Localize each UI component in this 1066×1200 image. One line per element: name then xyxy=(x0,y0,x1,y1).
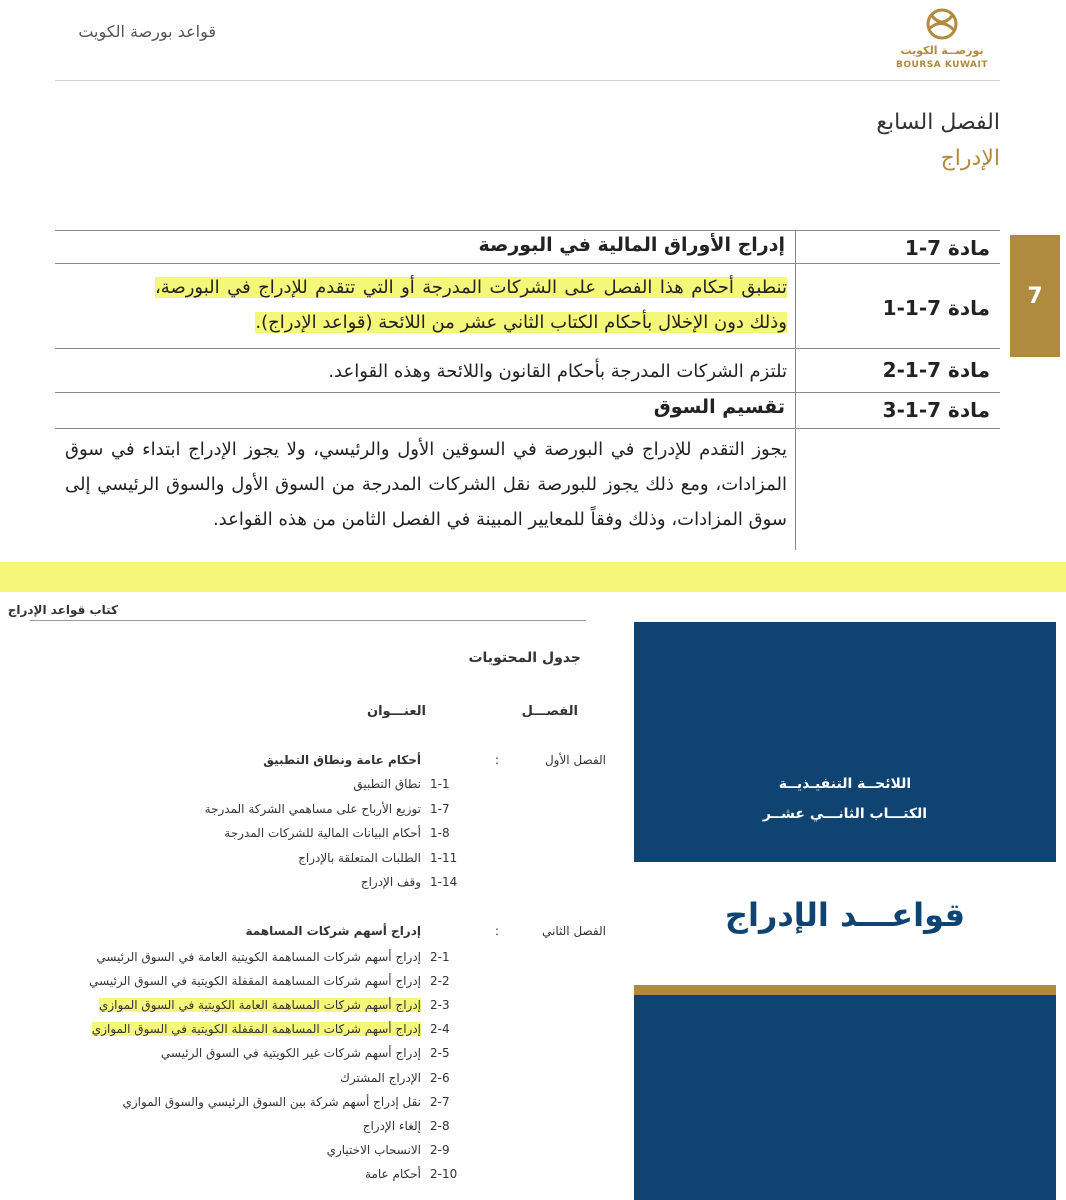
toc-chapter-title: أحكام عامة ونطاق التطبيق xyxy=(263,753,421,767)
toc-book-title: كتاب قواعد الإدراج xyxy=(7,603,118,617)
table-top-border xyxy=(55,230,1000,231)
highlighted-text: تنطبق أحكام هذا الفصل على الشركات المدرجة أو التي تتقدم للإدراج في البورصة، وذلك دون الإخلال بأحكام الكتاب الثاني عشر من اللائحة (قواعد الإدراج). xyxy=(155,277,787,333)
article-heading: تقسيم السوق xyxy=(653,396,785,418)
toc-header-rule xyxy=(30,620,586,621)
logo-arabic-text: بورصــة الكويت xyxy=(900,44,984,57)
toc-item[interactable]: إلغاء الإدراج xyxy=(362,1119,421,1133)
toc-item-number: 2-8 xyxy=(430,1119,450,1133)
toc-item[interactable]: نقل إدراج أسهم شركة بين السوق الرئيسي والسوق الموازي xyxy=(122,1095,421,1109)
toc-item-number: 1-11 xyxy=(430,851,458,865)
toc-item[interactable]: وقف الإدراج xyxy=(360,875,421,889)
table-row-divider xyxy=(55,392,1000,393)
table-row-divider xyxy=(55,263,1000,264)
cover-subtitle-line2: الكتـــاب الثانـــي عشــر xyxy=(762,806,928,822)
toc-item-number: 2-9 xyxy=(430,1143,450,1157)
cover-lower-panel xyxy=(634,995,1056,1200)
toc-item-highlighted[interactable] xyxy=(92,1022,421,1036)
article-label: مادة 7-1-3 xyxy=(882,398,990,422)
toc-item-number: 1-14 xyxy=(430,875,458,889)
table-row-divider xyxy=(55,428,1000,429)
highlighted-text: إدراج أسهم شركات المساهمة العامة الكويتية في السوق الموازي xyxy=(98,998,421,1012)
toc-item[interactable]: إدراج أسهم شركات المساهمة الكويتية العامة في السوق الرئيسي xyxy=(96,950,421,964)
toc-item[interactable]: الطلبات المتعلقة بالإدراج xyxy=(298,851,421,865)
toc-column-title: العنـــوان xyxy=(366,704,426,719)
article-text: يجوز التقدم للإدراج في البورصة في السوقين الأول والرئيسي، ولا يجوز الإدراج ابتداء في سوق المزادات، ومع ذلك يجوز للبورصة نقل الشركات المدرجة من السوق الأول والسوق الرئيسي إلى سوق المزادات، وذلك وفقاً للمعايير المبينة في الفصل الثامن من هذه القواعد. xyxy=(65,439,787,530)
cover-upper-panel xyxy=(634,622,1056,862)
toc-item-number: 2-10 xyxy=(430,1167,458,1181)
toc-item-number: 1-7 xyxy=(430,802,450,816)
toc-item[interactable]: الانسحاب الاختياري xyxy=(326,1143,421,1157)
cover-gold-stripe xyxy=(634,985,1056,995)
toc-chapter-name: الفصل الأول xyxy=(544,753,606,767)
chapter-subtitle: الإدراج xyxy=(940,146,1000,171)
article-label: مادة 7-1 xyxy=(904,236,990,260)
article-text xyxy=(155,270,787,340)
toc-item-number: 1-1 xyxy=(430,777,450,791)
table-row-divider xyxy=(55,348,1000,349)
toc-item-number: 2-1 xyxy=(430,950,450,964)
toc-item-number: 2-6 xyxy=(430,1071,450,1085)
article-label: مادة 7-1-1 xyxy=(882,296,990,320)
table-column-divider xyxy=(795,230,796,550)
toc-colon: : xyxy=(495,753,500,767)
chapter-number-tab: 7 xyxy=(1010,235,1060,357)
articles-table xyxy=(55,230,1000,550)
toc-chapter-name: الفصل الثاني xyxy=(542,924,606,938)
toc-chapter-title: إدراج أسهم شركات المساهمة xyxy=(245,924,421,938)
toc-item-number: 2-3 xyxy=(430,998,450,1012)
cover-subtitle-line1: اللائحــة التنفيـذيــة xyxy=(778,776,912,792)
highlighted-text: إدراج أسهم شركات المساهمة المقفلة الكويتية في السوق الموازي xyxy=(91,1022,421,1036)
highlight-band xyxy=(0,562,1066,592)
toc-column-chapter: الفصـــل xyxy=(521,704,578,719)
toc-item[interactable]: إدراج أسهم شركات المساهمة المقفلة الكويتية في السوق الرئيسي xyxy=(89,974,421,988)
toc-heading: جدول المحتويات xyxy=(468,650,581,666)
toc-item-number: 2-2 xyxy=(430,974,450,988)
toc-item-number: 1-8 xyxy=(430,826,450,840)
running-header: قواعد بورصة الكويت xyxy=(78,22,216,41)
toc-colon: : xyxy=(495,924,500,938)
article-text: تلتزم الشركات المدرجة بأحكام القانون واللائحة وهذه القواعد. xyxy=(328,361,787,382)
toc-item[interactable]: أحكام عامة xyxy=(365,1167,421,1181)
toc-item-number: 2-5 xyxy=(430,1046,450,1060)
toc-item[interactable]: أحكام البيانات المالية للشركات المدرجة xyxy=(224,826,421,840)
logo-english-text: BOURSA KUWAIT xyxy=(896,60,988,70)
toc-item[interactable]: الإدراج المشترك xyxy=(340,1071,421,1085)
toc-item-highlighted[interactable] xyxy=(99,998,421,1012)
article-heading: إدراج الأوراق المالية في البورصة xyxy=(478,234,785,256)
cover-title: قواعـــد الإدراج xyxy=(724,896,966,934)
article-label: مادة 7-1-2 xyxy=(882,358,990,382)
toc-item[interactable]: نطاق التطبيق xyxy=(353,777,421,791)
toc-item-number: 2-4 xyxy=(430,1022,450,1036)
chapter-title: الفصل السابع xyxy=(876,110,1000,135)
header-divider xyxy=(55,80,1000,81)
toc-item[interactable]: إدراج أسهم شركات غير الكويتية في السوق الرئيسي xyxy=(160,1046,421,1060)
toc-item-number: 2-7 xyxy=(430,1095,450,1109)
toc-item[interactable]: توزيع الأرباح على مساهمي الشركة المدرجة xyxy=(204,802,421,816)
